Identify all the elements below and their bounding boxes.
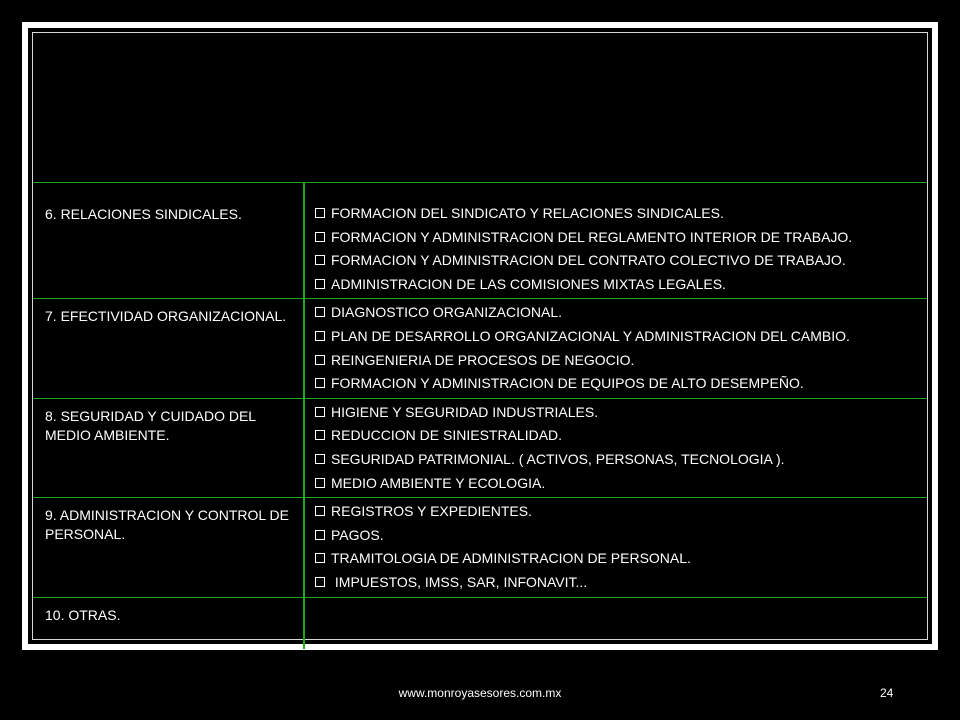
service-area: 9. ADMINISTRACION Y CONTROL DE PERSONAL. xyxy=(33,498,304,597)
list-item: FORMACION Y ADMINISTRACION DE EQUIPOS DE ALTO DESEMPEÑO. xyxy=(315,374,921,398)
list-item: MEDIO AMBIENTE Y ECOLOGIA. xyxy=(315,474,921,498)
table-row xyxy=(33,597,927,649)
table-row xyxy=(33,299,927,398)
hollow-square-bullet-icon xyxy=(315,208,325,218)
hollow-square-bullet-icon xyxy=(315,255,325,265)
hollow-square-bullet-icon xyxy=(315,355,325,365)
list-item: SEGURIDAD PATRIMONIAL. ( ACTIVOS, PERSONAS, TECNOLOGIA ). xyxy=(315,450,921,474)
list-item: FORMACION Y ADMINISTRACION DEL CONTRATO COLECTIVO DE TRABAJO. xyxy=(315,251,921,275)
list-item: IMPUESTOS, IMSS, SAR, INFONAVIT... xyxy=(315,573,921,597)
service-area: 10. OTRAS. xyxy=(33,597,304,649)
hollow-square-bullet-icon xyxy=(315,378,325,388)
list-item: PLAN DE DESARROLLO ORGANIZACIONAL Y ADMINISTRACION DEL CAMBIO. xyxy=(315,327,921,351)
hollow-square-bullet-icon xyxy=(315,478,325,488)
list-item: HIGIENE Y SEGURIDAD INDUSTRIALES. xyxy=(315,403,921,427)
list-item: REGISTROS Y EXPEDIENTES. xyxy=(315,502,921,526)
hollow-square-bullet-icon xyxy=(315,307,325,317)
hollow-square-bullet-icon xyxy=(315,506,325,516)
hollow-square-bullet-icon xyxy=(315,577,325,587)
service-area: 7. EFECTIVIDAD ORGANIZACIONAL. xyxy=(33,299,304,398)
footer-url: www.monroyasesores.com.mx xyxy=(398,686,562,700)
service-items xyxy=(304,398,927,497)
list-item: REINGENIERIA DE PROCESOS DE NEGOCIO. xyxy=(315,351,921,375)
list-item: FORMACION DEL SINDICATO Y RELACIONES SINDICALES. xyxy=(315,204,921,228)
table-row xyxy=(33,398,927,497)
hollow-square-bullet-icon xyxy=(315,454,325,464)
hollow-square-bullet-icon xyxy=(315,232,325,242)
list-item: REDUCCION DE SINIESTRALIDAD. xyxy=(315,426,921,450)
services-table xyxy=(33,182,927,649)
table-row xyxy=(33,498,927,597)
hollow-square-bullet-icon xyxy=(315,407,325,417)
page-number: 24 xyxy=(880,686,894,700)
hollow-square-bullet-icon xyxy=(315,553,325,563)
service-items xyxy=(304,299,927,398)
table-row xyxy=(33,183,927,299)
list-item: FORMACION Y ADMINISTRACION DEL REGLAMENTO INTERIOR DE TRABAJO. xyxy=(315,228,921,252)
service-area: 6. RELACIONES SINDICALES. xyxy=(33,183,304,299)
list-item: ADMINISTRACION DE LAS COMISIONES MIXTAS LEGALES. xyxy=(315,275,921,299)
list-item: TRAMITOLOGIA DE ADMINISTRACION DE PERSONAL. xyxy=(315,549,921,573)
hollow-square-bullet-icon xyxy=(315,430,325,440)
service-items xyxy=(304,183,927,299)
list-item: PAGOS. xyxy=(315,526,921,550)
list-item: DIAGNOSTICO ORGANIZACIONAL. xyxy=(315,303,921,327)
hollow-square-bullet-icon xyxy=(315,331,325,341)
hollow-square-bullet-icon xyxy=(315,530,325,540)
service-items xyxy=(304,597,927,649)
hollow-square-bullet-icon xyxy=(315,279,325,289)
service-items xyxy=(304,498,927,597)
service-area: 8. SEGURIDAD Y CUIDADO DEL MEDIO AMBIENTE. xyxy=(33,398,304,497)
